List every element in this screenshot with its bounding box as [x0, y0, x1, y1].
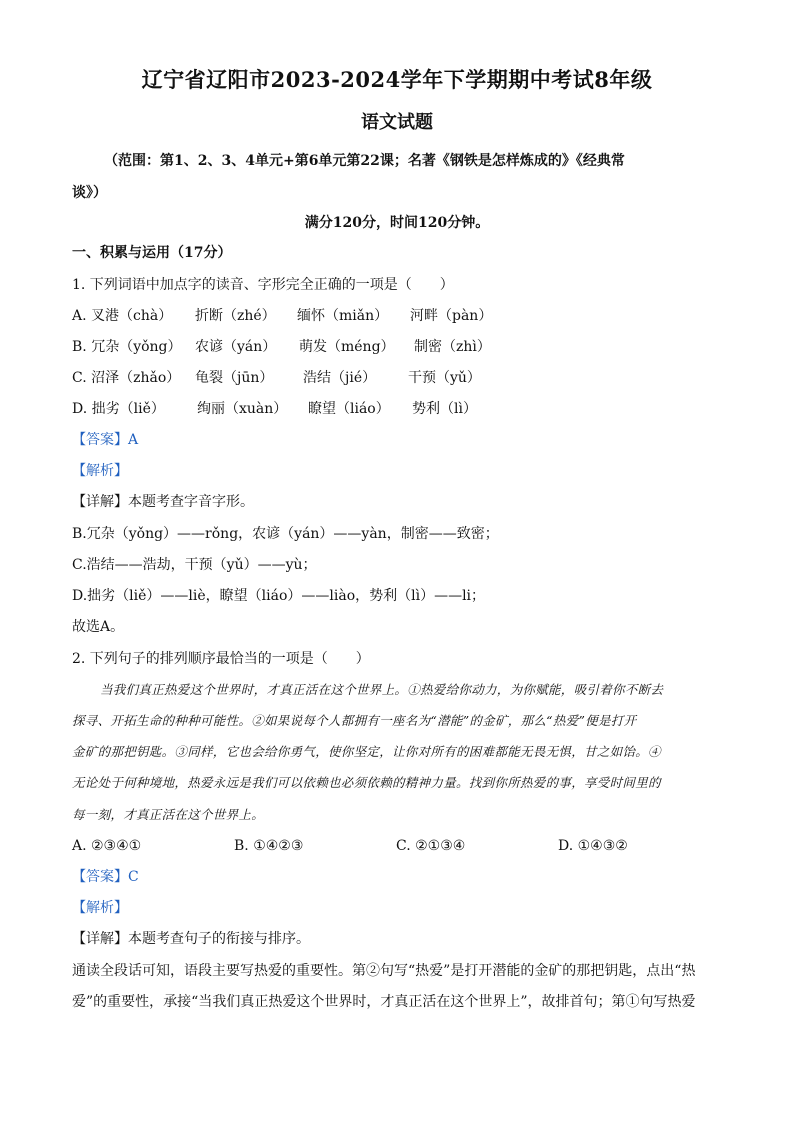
q2-passage-line: 金矿的那把钥匙。③同样，它也会给你勇气，使你坚定，让你对所有的困难都能无畏无惧，甘之如饴。④	[72, 744, 661, 759]
q1-explain-line: D.拙劣（liě）——liè，瞭望（liáo）——liào，势利（lì）——li；	[72, 588, 486, 604]
q1-d-4: 势利（lì）	[412, 401, 477, 417]
q2-answer: 【答案】C	[72, 869, 139, 885]
section-heading: 一、积累与运用（17分）	[72, 245, 232, 261]
q2-analysis-label: 【解析】	[72, 900, 128, 916]
scope-line-1: （范围：第1、2、3、4单元+第6单元第22课；名著《钢铁是怎样炼成的》《经典常	[104, 153, 625, 169]
q1-a-3: 缅怀（miǎn）	[297, 308, 389, 324]
q1-b-2: 农谚（yán）	[195, 339, 277, 355]
q2-explain-line: 爱”的重要性，承接“当我们真正热爱这个世界时，才真正活在这个世界上”，故排首句；第①句写热爱	[72, 994, 696, 1010]
q1-d-3: 瞭望（liáo）	[308, 401, 390, 417]
q1-explain-line: C.浩结——浩劫，干预（yǔ）——yù；	[72, 557, 317, 573]
q1-c-1: C. 沼泽（zhǎo）	[72, 370, 181, 386]
q1-explain-line: 故选A。	[72, 619, 125, 635]
q1-explain-line: B.冗杂（yǒng）——rǒng，农谚（yán）——yàn，制密——致密；	[72, 526, 499, 542]
exam-subtitle: 语文试题	[361, 112, 433, 133]
q2-passage-line: 探寻、开拓生命的种种可能性。②如果说每个人都拥有一座名为“潜能”的金矿，那么“热爱”便是打开	[72, 713, 637, 728]
q2-explain-line: 通读全段话可知，语段主要写热爱的重要性。第②句写“热爱”是打开潜能的金矿的那把钥匙，点出“热	[72, 963, 696, 979]
q1-b-1: B. 冗杂（yǒng）	[72, 339, 182, 355]
q1-a-4: 河畔（pàn）	[410, 308, 493, 324]
q1-d-1: D. 拙劣（liě）	[72, 401, 165, 417]
q1-b-4: 制密（zhì）	[414, 339, 491, 355]
score-time: 满分120分，时间120分钟。	[304, 215, 490, 231]
q2-passage-line: 无论处于何种境地，热爱永远是我们可以依赖也必须依赖的精神力量。找到你所热爱的事，享受时间里的	[72, 775, 661, 790]
q2-detail: 【详解】本题考查句子的衔接与排序。	[72, 931, 310, 947]
q1-b-3: 萌发（méng）	[299, 339, 395, 355]
q1-c-3: 浩结（jié）	[303, 370, 377, 386]
q2-passage-line: 当我们真正热爱这个世界时，才真正活在这个世界上。①热爱给你动力，为你赋能，吸引着你不断去	[100, 682, 664, 697]
q2-option-c: C. ②①③④	[396, 838, 466, 854]
q1-analysis-label: 【解析】	[72, 463, 128, 479]
q2-option-d: D. ①④③②	[558, 838, 628, 854]
q1-d-2: 绚丽（xuàn）	[197, 401, 288, 417]
exam-title: 辽宁省辽阳市2023-2024学年下学期期中考试8年级	[141, 67, 653, 92]
q1-stem: 1. 下列词语中加点字的读音、字形完全正确的一项是（ ）	[72, 277, 454, 293]
q2-passage-line: 每一刻，才真正活在这个世界上。	[72, 807, 265, 822]
q1-detail: 【详解】本题考查字音字形。	[72, 494, 254, 510]
q1-c-4: 干预（yǔ）	[408, 370, 481, 386]
q2-option-b: B. ①④②③	[234, 838, 304, 854]
q2-stem: 2. 下列句子的排列顺序最恰当的一项是（ ）	[72, 651, 370, 667]
scope-line-2: 谈》）	[72, 185, 107, 201]
q1-c-2: 龟裂（jūn）	[195, 370, 274, 386]
q1-a-1: A. 叉港（chà）	[72, 308, 173, 324]
q1-a-2: 折断（zhé）	[195, 308, 276, 324]
q2-option-a: A. ②③④①	[72, 838, 142, 854]
q1-answer: 【答案】A	[72, 432, 139, 448]
